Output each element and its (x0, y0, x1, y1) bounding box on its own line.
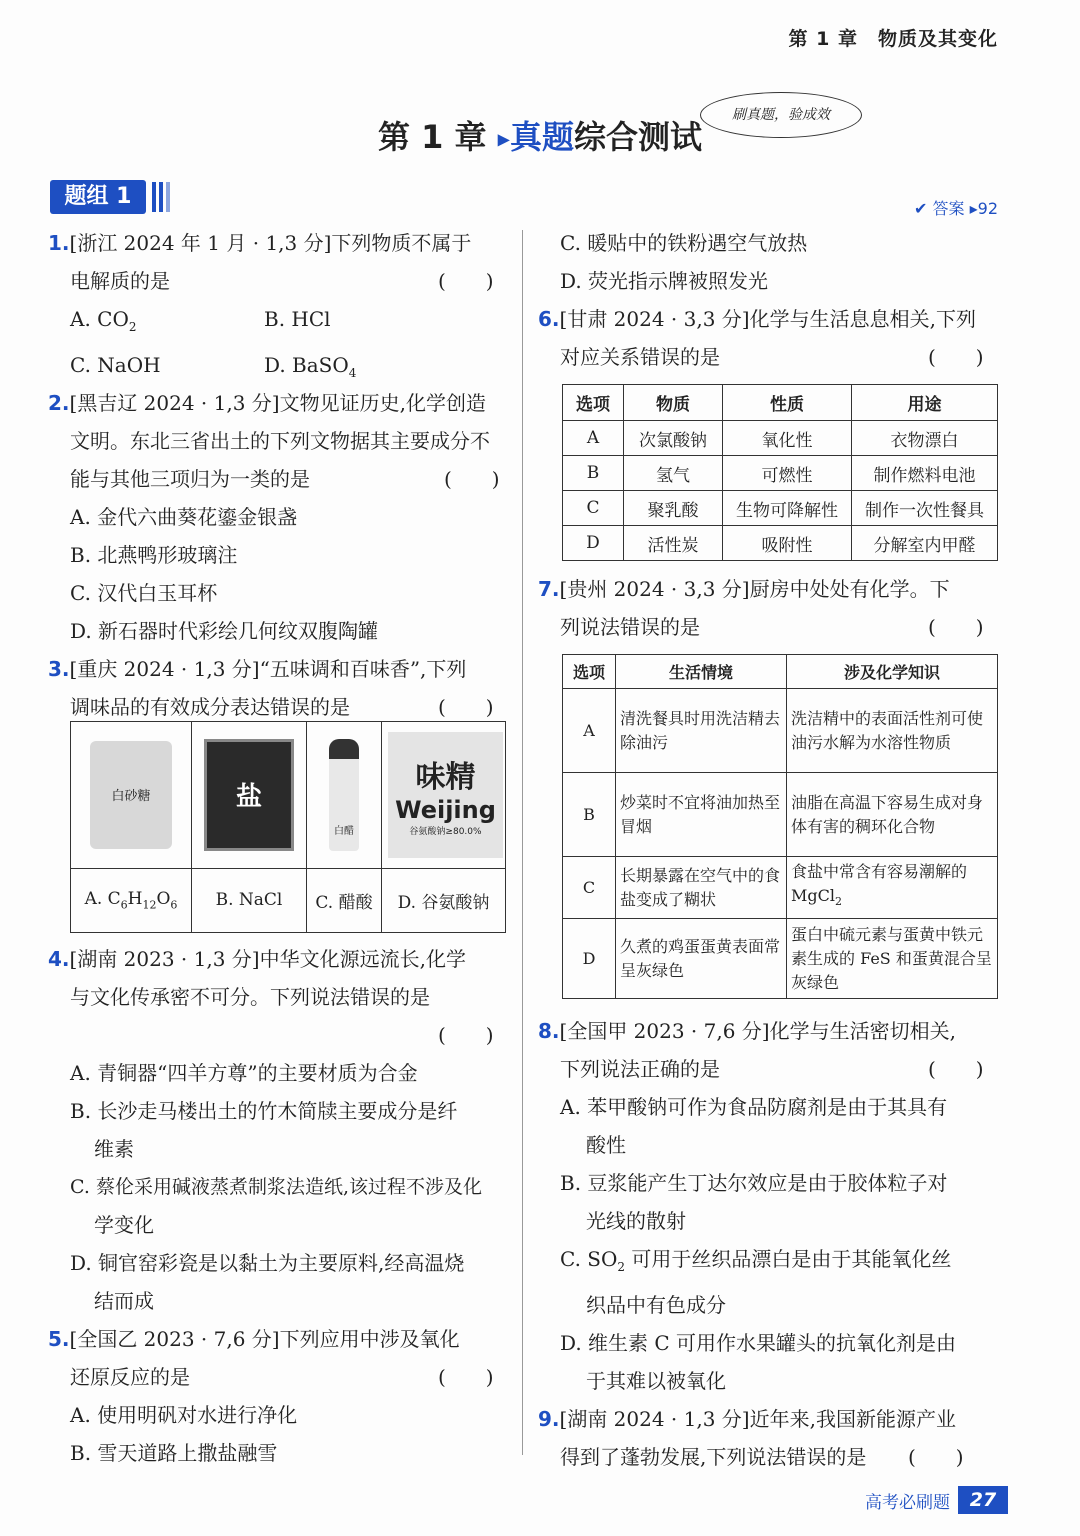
q6-header: 用途 (852, 385, 998, 421)
q7-cell-know: 蛋白中硫元素与蛋黄中铁元素生成的 FeS 和蛋黄混合呈灰绿色 (787, 919, 998, 999)
q7-cell-scene: 久煮的鸡蛋蛋黄表面常呈灰绿色 (616, 919, 787, 999)
q7-cell-opt: C (563, 857, 616, 919)
q7-cell-scene: 清洗餐具时用洗洁精去除油污 (616, 689, 787, 773)
table-row[interactable] (563, 689, 998, 773)
q5-stem: [全国乙 2023 · 7,6 分]下列应用中涉及氧化 (69, 1327, 460, 1351)
q5-option-c[interactable]: C. 暖贴中的铁粉遇空气放热 (560, 231, 808, 255)
book-title (865, 1488, 950, 1513)
q5-option-a[interactable]: A. 使用明矾对水进行净化 (70, 1403, 298, 1427)
vinegar-bottle-label: 白醋 (329, 739, 359, 851)
q6-cell: 聚乳酸 (624, 491, 723, 526)
q8-line1 (538, 1012, 1002, 1050)
q6-cell: 制作燃料电池 (852, 456, 998, 491)
q8-option-b-cont: 光线的散射 (586, 1209, 686, 1233)
q6-header: 选项 (563, 385, 624, 421)
q4-line3 (48, 1016, 510, 1054)
msg-cn-label: 味精 (415, 760, 476, 796)
q5-line2: 还原反应的是 ( ) (48, 1358, 510, 1396)
q2-line3: 能与其他三项归为一类的是 ( ) (48, 460, 510, 498)
q8-option-a[interactable]: A. 苯甲酸钠可作为食品防腐剂是由于其具有 (560, 1095, 948, 1119)
q4-option-c[interactable]: C. 蔡伦采用碱液蒸煮制浆法造纸,该过程不涉及化 (70, 1176, 482, 1198)
chapter-header: 第 1 章 物质及其变化 (788, 28, 998, 50)
q5-option-d[interactable]: D. 荧光指示牌被照发光 (560, 269, 769, 293)
q6-cell: 可燃性 (723, 456, 852, 491)
q5-line1 (48, 1320, 510, 1358)
q9-stem: [湖南 2024 · 1,3 分]近年来,我国新能源产业 (559, 1407, 956, 1431)
q1-options-ab (48, 300, 510, 346)
q4-option-b[interactable]: B. 长沙走马楼出土的竹木简牍主要成分是纤 (70, 1099, 458, 1123)
q1-option-c[interactable]: C. NaOH (70, 353, 161, 377)
left-column (48, 224, 510, 726)
title-rest: 综合测试 (574, 118, 703, 156)
q6-cell: 吸附性 (723, 526, 852, 561)
table-row[interactable] (563, 526, 998, 561)
q3-option-b[interactable]: B. NaCl (192, 868, 307, 932)
q3-image-table (70, 721, 506, 933)
q7-line1 (538, 570, 1002, 608)
sugar-bag-label: 白砂糖 (90, 741, 172, 849)
q6-answer-blank[interactable]: ( ) (928, 345, 984, 369)
answer-page: 92 (977, 199, 998, 218)
table-row[interactable] (563, 773, 998, 857)
q7-header: 选项 (563, 655, 616, 689)
q4-option-c-cont: 学变化 (94, 1213, 154, 1237)
q6-line1 (538, 300, 1002, 338)
q7-header: 涉及化学知识 (787, 655, 998, 689)
q1-line2 (48, 262, 510, 300)
q7-table (562, 654, 998, 999)
q6-cell: 衣物漂白 (852, 421, 998, 456)
right-column-q7 (538, 570, 1002, 646)
q3-line2: 调味品的有效成分表达错误的是 ( ) (48, 688, 510, 726)
q6-table (562, 384, 998, 561)
q4-option-d[interactable]: D. 铜官窑彩瓷是以黏土为主要原料,经高温烧 (70, 1251, 465, 1275)
q5-answer-blank[interactable]: ( ) (438, 1365, 494, 1389)
q6-header: 性质 (723, 385, 852, 421)
q6-cell: 氧化性 (723, 421, 852, 456)
q8-answer-blank[interactable]: ( ) (928, 1057, 984, 1081)
q6-header: 物质 (624, 385, 723, 421)
q1-stem: [浙江 2024 年 1 月 · 1,3 分]下列物质不属于 (69, 231, 472, 255)
q6-cell: 活性炭 (624, 526, 723, 561)
salt-bag-label: 盐 (204, 739, 294, 851)
book-title-text: 高考必刷题 (865, 1493, 950, 1513)
q9-line2: 得到了蓬勃发展,下列说法错误的是 ( ) (538, 1438, 1002, 1476)
q1-number: 1. (48, 231, 70, 255)
q2-answer-blank[interactable]: ( ) (444, 467, 500, 491)
q4-line2: 与文化传承密不可分。下列说法错误的是 (70, 985, 430, 1009)
q6-cell: D (563, 526, 624, 561)
page-number: 27 (958, 1486, 1008, 1514)
q4-answer-blank[interactable]: ( ) (438, 1023, 494, 1047)
q4-option-b-cont: 维素 (94, 1137, 134, 1161)
q4-number: 4. (48, 947, 70, 971)
q1-options-cd (48, 346, 510, 384)
triangle-icon: ▶ (497, 129, 510, 149)
table-row[interactable] (563, 857, 998, 919)
q7-cell-scene: 炒菜时不宜将油加热至冒烟 (616, 773, 787, 857)
q1-option-a[interactable]: A. $CO_2$ (70, 307, 137, 334)
group-badge: 题组 1 (50, 180, 146, 214)
q3-answer-blank[interactable]: ( ) (438, 695, 494, 719)
q6-cell: C (563, 491, 624, 526)
q8-option-c[interactable]: C. $SO_2$ 可用于丝织品漂白是由于其能氧化丝 (560, 1247, 952, 1274)
q3-stem: [重庆 2024 · 1,3 分]“五味调和百味香”,下列 (69, 657, 467, 681)
check-icon: ✔ (914, 199, 928, 218)
q3-option-d[interactable]: D. 谷氨酸钠 (382, 868, 506, 932)
q2-number: 2. (48, 391, 70, 415)
table-row[interactable] (563, 491, 998, 526)
q1-answer-blank[interactable]: ( ) (438, 269, 494, 293)
q7-cell-opt: D (563, 919, 616, 999)
q8-option-d[interactable]: D. 维生素 C 可用作水果罐头的抗氧化剂是由 (560, 1331, 957, 1355)
msg-en-label: Weijing (395, 796, 496, 825)
q1-line1 (48, 224, 510, 262)
q4-option-d-cont: 结而成 (94, 1289, 154, 1313)
q8-stem: [全国甲 2023 · 7,6 分]化学与生活密切相关, (559, 1019, 956, 1043)
q1-stem2: 电解质的是 (70, 269, 170, 293)
arrow-icon: ▸ (969, 199, 978, 218)
q8-line2: 下列说法正确的是 ( ) (538, 1050, 1002, 1088)
column-divider (522, 230, 523, 1455)
q5-number: 5. (48, 1327, 70, 1351)
right-column-lower (538, 1012, 1002, 1476)
q6-cell: 氢气 (624, 456, 723, 491)
q2-stem: [黑吉辽 2024 · 1,3 分]文物见证历史,化学创造 (69, 391, 486, 415)
q1-option-d[interactable]: D. BaSO$_4$ (264, 353, 357, 380)
title-highlight: 真题 (509, 118, 574, 156)
q8-option-d-cont: 于其难以被氧化 (586, 1369, 726, 1393)
msg-content-label: 谷氨酸钠≥80.0% (409, 827, 482, 838)
q8-option-a-cont: 酸性 (586, 1133, 626, 1157)
q3-img-vinegar (307, 722, 382, 869)
q7-cell-know: 油脂在高温下容易生成对身体有害的稠环化合物 (787, 773, 998, 857)
page-title (0, 112, 1080, 158)
q6-cell: 生物可降解性 (723, 491, 852, 526)
q1-option-b[interactable]: B. HCl (264, 307, 331, 331)
title-chapter: 第 1 章 (377, 118, 487, 156)
q2-option-c[interactable]: C. 汉代白玉耳杯 (70, 581, 218, 605)
q9-number: 9. (538, 1407, 560, 1431)
q6-cell: 制作一次性餐具 (852, 491, 998, 526)
q7-header: 生活情境 (616, 655, 787, 689)
q7-cell-opt: A (563, 689, 616, 773)
table-row[interactable] (563, 456, 998, 491)
q8-number: 8. (538, 1019, 560, 1043)
q6-cell: 次氯酸钠 (624, 421, 723, 456)
answer-label: 答案 (932, 199, 965, 218)
q4-option-a[interactable]: A. 青铜器“四羊方尊”的主要材质为合金 (70, 1061, 418, 1085)
q9-answer-blank[interactable]: ( ) (908, 1445, 964, 1469)
q6-cell: A (563, 421, 624, 456)
q7-cell-scene: 长期暴露在空气中的食盐变成了糊状 (616, 857, 787, 919)
q7-cell-opt: B (563, 773, 616, 857)
q6-cell: B (563, 456, 624, 491)
q3-number: 3. (48, 657, 70, 681)
q3-line1 (48, 650, 510, 688)
q7-number: 7. (538, 577, 560, 601)
q3-option-a[interactable]: A. $C_6H_{12}O_6$ (71, 868, 192, 932)
q6-line2: 对应关系错误的是 ( ) (538, 338, 1002, 376)
q4-stem: [湖南 2023 · 1,3 分]中华文化源远流长,化学 (69, 947, 466, 971)
q2-line2: 文明。东北三省出土的下列文物据其主要成分不 (70, 429, 490, 453)
q8-option-c-cont: 织品中有色成分 (586, 1293, 726, 1317)
q6-number: 6. (538, 307, 560, 331)
q2-option-a[interactable]: A. 金代六曲葵花鎏金银盏 (70, 505, 298, 529)
q6-cell: 分解室内甲醛 (852, 526, 998, 561)
q9-line1 (538, 1400, 1002, 1438)
q3-img-msg (382, 722, 506, 869)
q7-stem: [贵州 2024 · 3,3 分]厨房中处处有化学。下 (559, 577, 950, 601)
q7-cell-know: 洗洁精中的表面活性剂可使油污水解为水溶性物质 (787, 689, 998, 773)
q7-line2: 列说法错误的是 ( ) (538, 608, 1002, 646)
q7-answer-blank[interactable]: ( ) (928, 615, 984, 639)
q4-line1 (48, 940, 510, 978)
right-column (538, 224, 1002, 376)
q7-cell-know: 食盐中常含有容易潮解的 MgCl$_2$ (787, 857, 998, 919)
q2-option-b[interactable]: B. 北燕鸭形玻璃注 (70, 543, 238, 567)
q5-option-b[interactable]: B. 雪天道路上撒盐融雪 (70, 1441, 278, 1465)
q6-stem: [甘肃 2024 · 3,3 分]化学与生活息息相关,下列 (559, 307, 976, 331)
q3-option-c[interactable]: C. 醋酸 (307, 868, 382, 932)
table-row[interactable] (563, 919, 998, 999)
q8-option-b[interactable]: B. 豆浆能产生丁达尔效应是由于胶体粒子对 (560, 1171, 948, 1195)
motto-bubble: 刷真题，验成效 (700, 92, 862, 138)
answer-reference[interactable] (914, 196, 998, 219)
q2-option-d[interactable]: D. 新石器时代彩绘几何纹双腹陶罐 (70, 619, 379, 643)
group-bars-decoration (152, 182, 173, 212)
q3-img-salt (192, 722, 307, 869)
left-column-lower (48, 940, 510, 1472)
q3-img-sugar (71, 722, 192, 869)
table-row[interactable] (563, 421, 998, 456)
